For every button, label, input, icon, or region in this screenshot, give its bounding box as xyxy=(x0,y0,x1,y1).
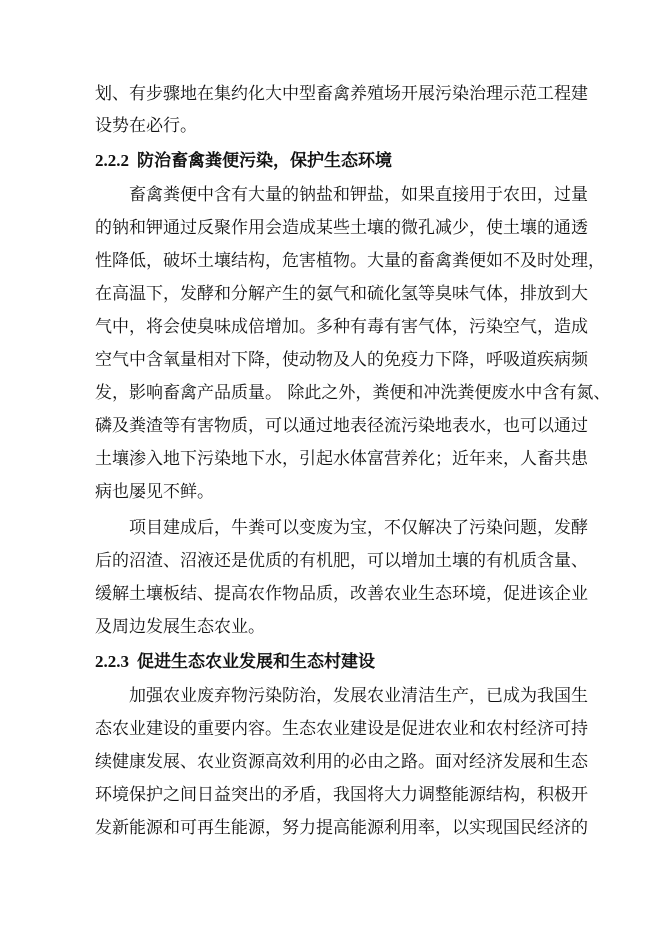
section-title: 促进生态农业发展和生态村建设 xyxy=(137,652,375,672)
paragraph-line: 病也屡见不鲜。 xyxy=(95,482,214,502)
intro-line: 划、有步骤地在集约化大中型畜禽养殖场开展污染治理示范工程建 xyxy=(95,84,588,104)
paragraph-line: 畜禽粪便中含有大量的钠盐和钾盐，如果直接用于农田，过量 xyxy=(129,185,588,205)
intro-line: 设势在必行。 xyxy=(95,116,197,136)
paragraph-line: 发，影响畜禽产品质量。 除此之外，粪便和冲洗粪便废水中含有氮、 xyxy=(95,383,611,403)
paragraph-line: 性降低，破坏土壤结构，危害植物。大量的畜禽粪便如不及时处理， xyxy=(95,251,605,271)
paragraph-line: 及周边发展生态农业。 xyxy=(95,617,265,637)
section-heading-2-2-2 xyxy=(95,151,392,171)
paragraph-line: 缓解土壤板结、提高农作物品质，改善农业生态环境，促进该企业 xyxy=(95,584,588,604)
section-number: 2.2.3 xyxy=(95,652,129,671)
paragraph-line: 态农业建设的重要内容。生态农业建设是促进农业和农村经济可持 xyxy=(95,719,588,739)
section-heading-2-2-3 xyxy=(95,652,375,672)
paragraph-line: 磷及粪渣等有害物质，可以通过地表径流污染地表水，也可以通过 xyxy=(95,416,588,436)
paragraph-line: 土壤渗入地下污染地下水，引起水体富营养化；近年来，人畜共患 xyxy=(95,449,588,469)
paragraph-line: 项目建成后，牛粪可以变废为宝，不仅解决了污染问题，发酵 xyxy=(129,518,588,538)
paragraph-line: 在高温下，发酵和分解产生的氨气和硫化氢等臭味气体，排放到大 xyxy=(95,284,588,304)
paragraph-line: 续健康发展、农业资源高效利用的必由之路。面对经济发展和生态 xyxy=(95,752,588,772)
section-number: 2.2.2 xyxy=(95,151,129,170)
paragraph-line: 空气中含氧量相对下降，使动物及人的免疫力下降，呼吸道疾病频 xyxy=(95,350,588,370)
section-title: 防治畜禽粪便污染，保护生态环境 xyxy=(137,151,392,171)
paragraph-line: 发新能源和可再生能源，努力提高能源利用率，以实现国民经济的 xyxy=(95,818,588,838)
paragraph-line: 加强农业废弃物污染防治，发展农业清洁生产，已成为我国生 xyxy=(129,686,588,706)
paragraph-line: 气中，将会使臭味成倍增加。多种有毒有害气体，污染空气，造成 xyxy=(95,317,588,337)
paragraph-line: 后的沼渣、沼液还是优质的有机肥，可以增加土壤的有机质含量、 xyxy=(95,551,588,571)
paragraph-line: 的钠和钾通过反聚作用会造成某些土壤的微孔减少，使土壤的通透 xyxy=(95,218,588,238)
paragraph-line: 环境保护之间日益突出的矛盾，我国将大力调整能源结构，积极开 xyxy=(95,785,588,805)
